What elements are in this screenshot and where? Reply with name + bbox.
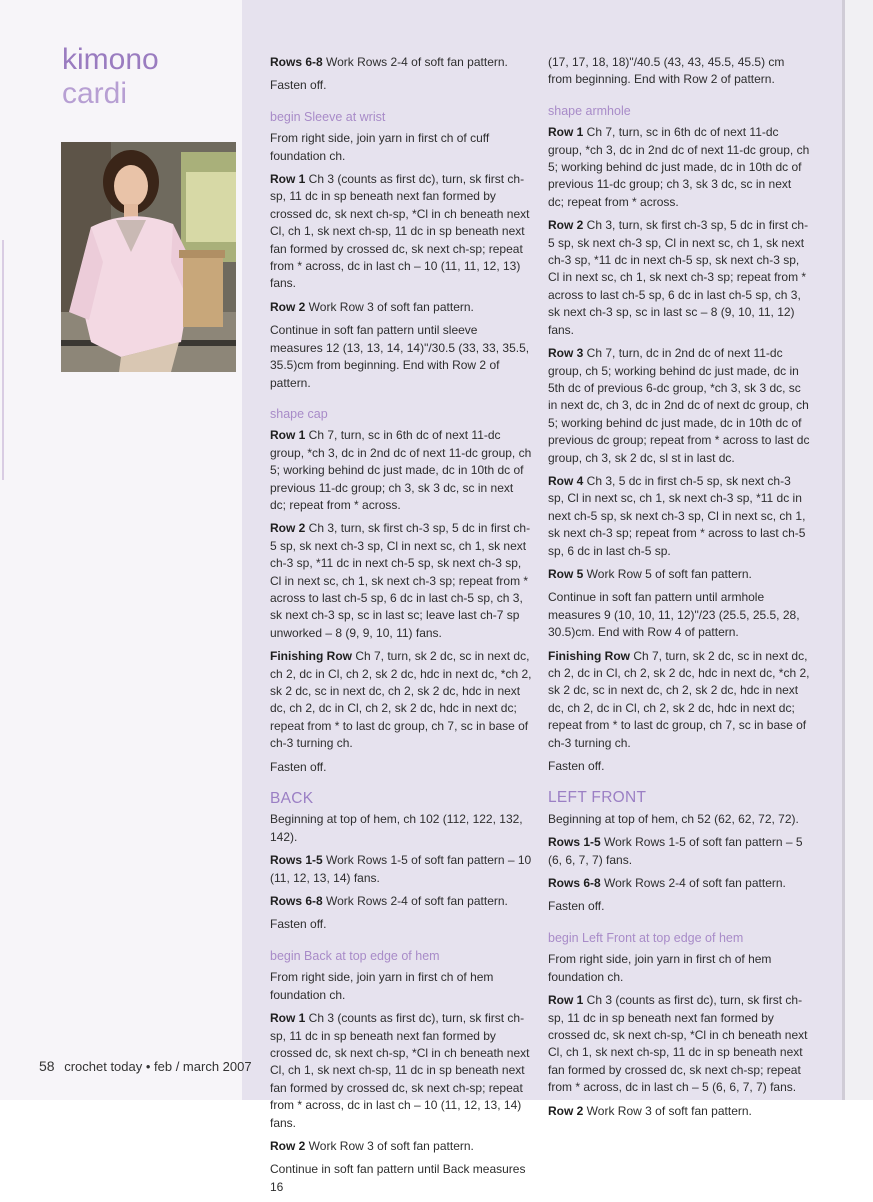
paragraph-text: Work Rows 2-4 of soft fan pattern. (322, 55, 508, 69)
pattern-paragraph (548, 345, 810, 467)
row-label: Rows 6-8 (270, 55, 323, 69)
page-number: 58 (39, 1058, 55, 1074)
subsection-heading: begin Back at top edge of hem (270, 948, 440, 963)
paragraph-text: Ch 3 (counts as first dc), turn, sk first ch-sp, 11 dc in sp beneath next fan formed by crossed dc, sk next ch-sp, *Cl in ch beneath next Cl, ch 1, sk next ch-sp, 11 dc in sp beneath next fan formed by crossed dc, sk next ch-sp; repeat from * across, dc in last ch – 10 (11, 12, 13, 14) fans. (270, 1011, 530, 1130)
paragraph-text: Work Row 3 of soft fan pattern. (583, 1103, 752, 1118)
paragraph-text: Fasten off. (270, 759, 327, 774)
pattern-paragraph (548, 834, 810, 869)
row-label: Row 1 (270, 172, 306, 187)
row-label: Rows 6-8 (270, 894, 323, 909)
row-label: Row 2 (548, 218, 584, 233)
row-label: Row 2 (548, 1103, 584, 1118)
model-photo (61, 142, 236, 372)
paragraph-text: Work Row 3 of soft fan pattern. (305, 299, 474, 314)
paragraph-text: Ch 7, turn, sk 2 dc, sc in next dc, ch 2, dc in Cl, ch 2, sk 2 dc, hdc in next dc, *ch 2, sk 2 dc, sc in next dc, ch 2, sk 2 dc, hdc in next dc, ch 2, dc in Cl, ch 2, sk 2 dc, hdc in next dc; repeat from * to last dc group, ch 7, sc in base of ch-3 turning ch. (270, 649, 532, 751)
pattern-paragraph (270, 648, 532, 752)
paragraph-text: From right side, join yarn in first ch of hem foundation ch. (548, 952, 772, 984)
section-heading: LEFT FRONT (548, 789, 647, 807)
paragraph-text: Fasten off. (270, 78, 327, 93)
pattern-paragraph (270, 299, 532, 316)
pattern-paragraph (270, 427, 532, 514)
pattern-paragraph (548, 758, 810, 775)
pattern-paragraph (548, 589, 810, 641)
paragraph-text: Work Rows 2-4 of soft fan pattern. (322, 894, 508, 909)
row-label: Row 1 (548, 125, 584, 140)
row-label: Rows 1-5 (270, 853, 323, 868)
pattern-paragraph (548, 473, 810, 560)
paragraph-text: Ch 3, turn, sk first ch-3 sp, 5 dc in first ch-5 sp, sk next ch-3 sp, Cl in next sc, ch 1, sk next ch-3 sp, *11 dc in next ch-5 sp, sk next ch-3 sp, Cl in next sc, ch 1, sk next ch-3 sp; repeat from * across to last ch-5 sp, 6 dc in last ch-5 sp, ch 3, sk next ch-3 sp, sc in last sc; leave last ch-7 sp unworked – 8 (9, 9, 10, 11) fans. (270, 521, 531, 640)
paragraph-text: From right side, join yarn in first ch of cuff foundation ch. (270, 131, 490, 163)
pattern-paragraph (270, 520, 532, 642)
row-label: Row 3 (548, 346, 584, 361)
page-edge (845, 0, 873, 1100)
paragraph-text: Beginning at top of hem, ch 102 (112, 122, 132, 142). (270, 812, 523, 844)
pattern-paragraph (548, 951, 810, 986)
footer-text: crochet today • feb / march 2007 (64, 1059, 252, 1074)
row-label: Rows 1-5 (548, 835, 601, 850)
pattern-paragraph (270, 969, 532, 1004)
row-label: Rows 6-8 (548, 876, 601, 891)
paragraph-text: Fasten off. (270, 917, 327, 932)
paragraph-text: Fasten off. (548, 759, 605, 774)
text-column-left (270, 54, 532, 1202)
page-footer (39, 1058, 252, 1074)
pattern-paragraph (548, 898, 810, 915)
row-label: Finishing Row (270, 649, 352, 664)
sidebar-rule (2, 240, 4, 480)
paragraph-text: Fasten off. (548, 899, 605, 914)
pattern-paragraph (548, 875, 810, 892)
subsection-heading: shape armhole (548, 103, 631, 118)
pattern-paragraph (548, 1103, 810, 1120)
row-label: Row 2 (270, 521, 306, 536)
row-label: Row 2 (270, 1138, 306, 1153)
pattern-paragraph (548, 124, 810, 211)
row-label: Row 4 (548, 473, 584, 488)
pattern-paragraph (270, 852, 532, 887)
pattern-paragraph (548, 992, 810, 1096)
row-label: Row 1 (270, 428, 306, 443)
paragraph-text: Ch 3 (counts as first dc), turn, sk first ch-sp, 11 dc in sp beneath next fan formed by crossed dc, sk next ch-sp, *Cl in ch beneath next Cl, ch 1, sk next ch-sp, 11 dc in sp beneath next fan formed by crossed dc, sk next ch-sp; repeat from * across, dc in last ch – 5 (6, 6, 7, 7) fans. (548, 993, 808, 1095)
row-label: Row 2 (270, 299, 306, 314)
paragraph-text: Continue in soft fan pattern until Back measures 16 (270, 1162, 526, 1194)
page-title-line1: kimono (62, 43, 159, 76)
paragraph-text: Work Rows 2-4 of soft fan pattern. (600, 876, 786, 891)
subsection-heading: begin Left Front at top edge of hem (548, 930, 744, 945)
subsection-heading: shape cap (270, 406, 328, 421)
paragraph-text: Work Row 5 of soft fan pattern. (583, 566, 752, 581)
paragraph-text: Ch 3, turn, sk first ch-3 sp, 5 dc in first ch-5 sp, sk next ch-3 sp, Cl in next sc, ch 1, sk next ch-3 sp, *11 dc in next ch-5 sp, sk next ch-3 sp, Cl in next sc, ch 1, sk next ch-3 sp; repeat from * across to last ch-5 sp, 6 dc in last ch-5 sp, ch 3, sk next ch-3 sp, sc in last sc – 8 (9, 10, 11, 12) fans. (548, 218, 809, 337)
pattern-paragraph (270, 759, 532, 776)
row-label: Row 5 (548, 566, 584, 581)
paragraph-text: Beginning at top of hem, ch 52 (62, 62, 72, 72). (548, 811, 799, 826)
paragraph-text: Ch 7, turn, dc in 2nd dc of next 11-dc group, ch 5; working behind dc just made, dc in 5th dc of previous 6-dc group, *ch 3, sk 3 dc, sc in next dc, ch 3, dc in 2nd dc of next dc group, ch 5; working behind dc just made, dc in 10th dc of previous dc group; repeat from * across to last dc group, ch 3, sk 2 dc, sl st in last dc. (548, 346, 810, 465)
model-photo-icon (61, 142, 236, 372)
paragraph-text: Work Row 3 of soft fan pattern. (305, 1138, 474, 1153)
paragraph-text: (17, 17, 18, 18)"/40.5 (43, 43, 45.5, 45.5) cm from beginning. End with Row 2 of pattern. (548, 55, 785, 87)
paragraph-text: Continue in soft fan pattern until sleeve measures 12 (13, 13, 14, 14)"/30.5 (33, 33, 35.5, 35.5)cm from beginning. End with Row 2 of pattern. (270, 323, 530, 390)
pattern-paragraph (548, 648, 810, 752)
subsection-heading: begin Sleeve at wrist (270, 109, 386, 124)
paragraph-text: Continue in soft fan pattern until armhole measures 9 (10, 10, 11, 12)"/23 (25.5, 25.5, 28, 30.5)cm. End with Row 4 of pattern. (548, 590, 800, 640)
pattern-paragraph (270, 1161, 532, 1196)
pattern-paragraph (270, 1138, 532, 1155)
pattern-paragraph (270, 130, 532, 165)
pattern-paragraph (270, 77, 532, 94)
pattern-paragraph (270, 322, 532, 392)
pattern-paragraph (270, 171, 532, 293)
paragraph-text: Ch 7, turn, sc in 6th dc of next 11-dc group, *ch 3, dc in 2nd dc of next 11-dc group, ch 5; working behind dc just made, dc in 10th dc of previous 11-dc group; ch 3, sk 3 dc, sc in next dc; repeat from * across. (270, 428, 532, 512)
text-column-right (548, 54, 810, 1126)
section-heading: BACK (270, 790, 314, 808)
paragraph-text: From right side, join yarn in first ch of hem foundation ch. (270, 970, 494, 1002)
pattern-paragraph (548, 566, 810, 583)
paragraph-text: Work Rows 1-5 of soft fan pattern – 5 (6, 6, 7, 7) fans. (548, 835, 803, 867)
paragraph-text: Ch 7, turn, sk 2 dc, sc in next dc, ch 2, dc in Cl, ch 2, sk 2 dc, hdc in next dc, *ch 2, sk 2 dc, sc in next dc, ch 2, sk 2 dc, hdc in next dc, ch 2, dc in Cl, ch 2, sk 2 dc, hdc in next dc; repeat from * to last dc group, ch 7, sc in base of ch-3 turning ch. (548, 648, 810, 750)
pattern-paragraph (548, 811, 810, 828)
row-label: Row 1 (548, 993, 584, 1008)
page-title-line2: cardi (62, 77, 128, 110)
paragraph-text: Ch 3 (counts as first dc), turn, sk first ch-sp, 11 dc in sp beneath next fan formed by crossed dc, sk next ch-sp, *Cl in ch beneath next Cl, ch 1, sk next ch-sp, 11 dc in sp beneath next fan formed by crossed dc, sk next ch-sp; repeat from * across, dc in last ch – 10 (11, 11, 12, 13) fans. (270, 172, 530, 291)
paragraph-text: Ch 3, 5 dc in first ch-5 sp, sk next ch-3 sp, Cl in next sc, ch 1, sk next ch-3 sp, *11 dc in next ch-5 sp, sk next ch-3 sp, Cl in next sc, ch 1, sk next ch-3 sp; repeat from * across to last ch-5 sp, 6 dc in last ch-5 sp. (548, 473, 806, 558)
pattern-paragraph (270, 811, 532, 846)
paragraph-text: Work Rows 1-5 of soft fan pattern – 10 (11, 12, 13, 14) fans. (270, 853, 532, 885)
pattern-paragraph (548, 217, 810, 339)
pattern-paragraph (270, 1010, 532, 1132)
pattern-paragraph (270, 916, 532, 933)
row-label: Row 1 (270, 1011, 306, 1026)
pattern-paragraph (270, 893, 532, 910)
pattern-paragraph (270, 54, 532, 71)
row-label: Finishing Row (548, 648, 630, 663)
pattern-paragraph (548, 54, 810, 89)
paragraph-text: Ch 7, turn, sc in 6th dc of next 11-dc group, *ch 3, dc in 2nd dc of next 11-dc group, ch 5; working behind dc just made, dc in 10th dc of previous 11-dc group; ch 3, sk 3 dc, sc in next dc; repeat from * across. (548, 125, 810, 209)
